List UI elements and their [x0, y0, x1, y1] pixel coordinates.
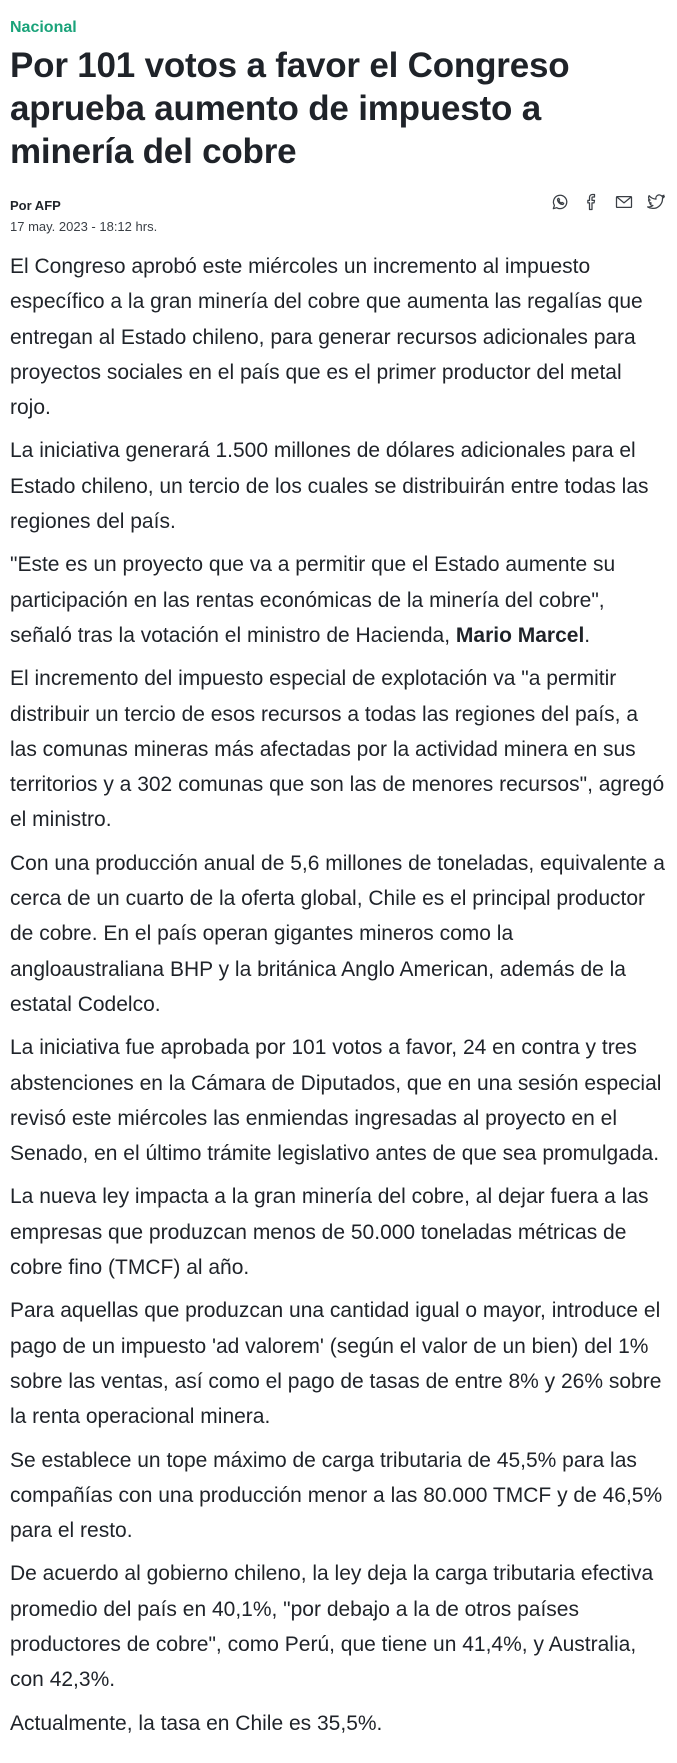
article-meta	[10, 193, 667, 237]
email-icon[interactable]	[613, 191, 635, 213]
paragraph: Se establece un tope máximo de carga tributaria de 45,5% para las compañías con una producción menor a las 80.000 TMCF y de 46,5% para el resto.	[10, 1448, 663, 1543]
byline: Por AFP	[10, 198, 61, 213]
quote-end: .	[584, 623, 591, 647]
paragraph: La iniciativa generará 1.500 millones de dólares adicionales para el Estado chileno, un tercio de los cuales se distribuirán entre todas las regiones del país.	[10, 439, 649, 534]
byline-block	[10, 193, 157, 236]
paragraph: La iniciativa fue aprobada por 101 votos a favor, 24 en contra y tres abstenciones en la Cámara de Diputados, que en una sesión especial revisó este miércoles las enmiendas ingresadas al proyecto en el Senado, en el último trámite legislativo antes de que sea promulgada.	[10, 1036, 662, 1166]
paragraph: El incremento del impuesto especial de explotación va "a permitir distribuir un tercio de esos recursos a todas las regiones del país, a las comunas mineras más afectadas por la actividad minera en sus territorios y a 302 comunas que son las de menores recursos", agregó el ministro.	[10, 667, 665, 832]
twitter-icon[interactable]	[645, 191, 667, 213]
paragraph-quote	[10, 547, 667, 653]
article-body	[10, 249, 667, 1741]
paragraph: La nueva ley impacta a la gran minería del cobre, al dejar fuera a las empresas que produzcan menos de 50.000 toneladas métricas de cobre fino (TMCF) al año.	[10, 1185, 649, 1280]
share-bar	[549, 191, 667, 213]
facebook-icon[interactable]	[581, 191, 603, 213]
paragraph: El Congreso aprobó este miércoles un incremento al impuesto específico a la gran minería del cobre que aumenta las regalías que entregan al Estado chileno, para generar recursos adicionales para proyectos sociales en el país que es el primer productor del metal rojo.	[10, 255, 643, 420]
minister-name: Mario Marcel	[455, 623, 585, 647]
paragraph: Para aquellas que produzcan una cantidad igual o mayor, introduce el pago de un impuesto 'ad valorem' (según el valor de un bien) del 1% sobre las ventas, así como el pago de tasas de entre 8% y 26% sobre la renta operacional minera.	[10, 1299, 662, 1429]
headline: Por 101 votos a favor el Congreso aprueba aumento de impuesto a minería del cobre	[10, 46, 570, 171]
section-link[interactable]: Nacional	[10, 19, 77, 36]
whatsapp-icon[interactable]	[549, 191, 571, 213]
paragraph: Con una producción anual de 5,6 millones de toneladas, equivalente a cerca de un cuarto de la oferta global, Chile es el principal productor de cobre. En el país operan gigantes mineros como la angloaustraliana BHP y la británica Anglo American, además de la estatal Codelco.	[10, 851, 665, 1016]
paragraph: De acuerdo al gobierno chileno, la ley deja la carga tributaria efectiva promedio del país en 40,1%, "por debajo a la de otros países productores de cobre", como Perú, que tiene un 41,4%, y Australia, con 42,3%.	[10, 1562, 654, 1692]
paragraph: Actualmente, la tasa en Chile es 35,5%.	[10, 1711, 383, 1735]
publish-date: 17 may. 2023 - 18:12 hrs.	[10, 219, 158, 234]
quote-text: "Este es un proyecto que va a permitir que el Estado aumente su participación en las rentas económicas de la minería del cobre", señaló tras la votación el ministro de Hacienda,	[10, 553, 616, 647]
